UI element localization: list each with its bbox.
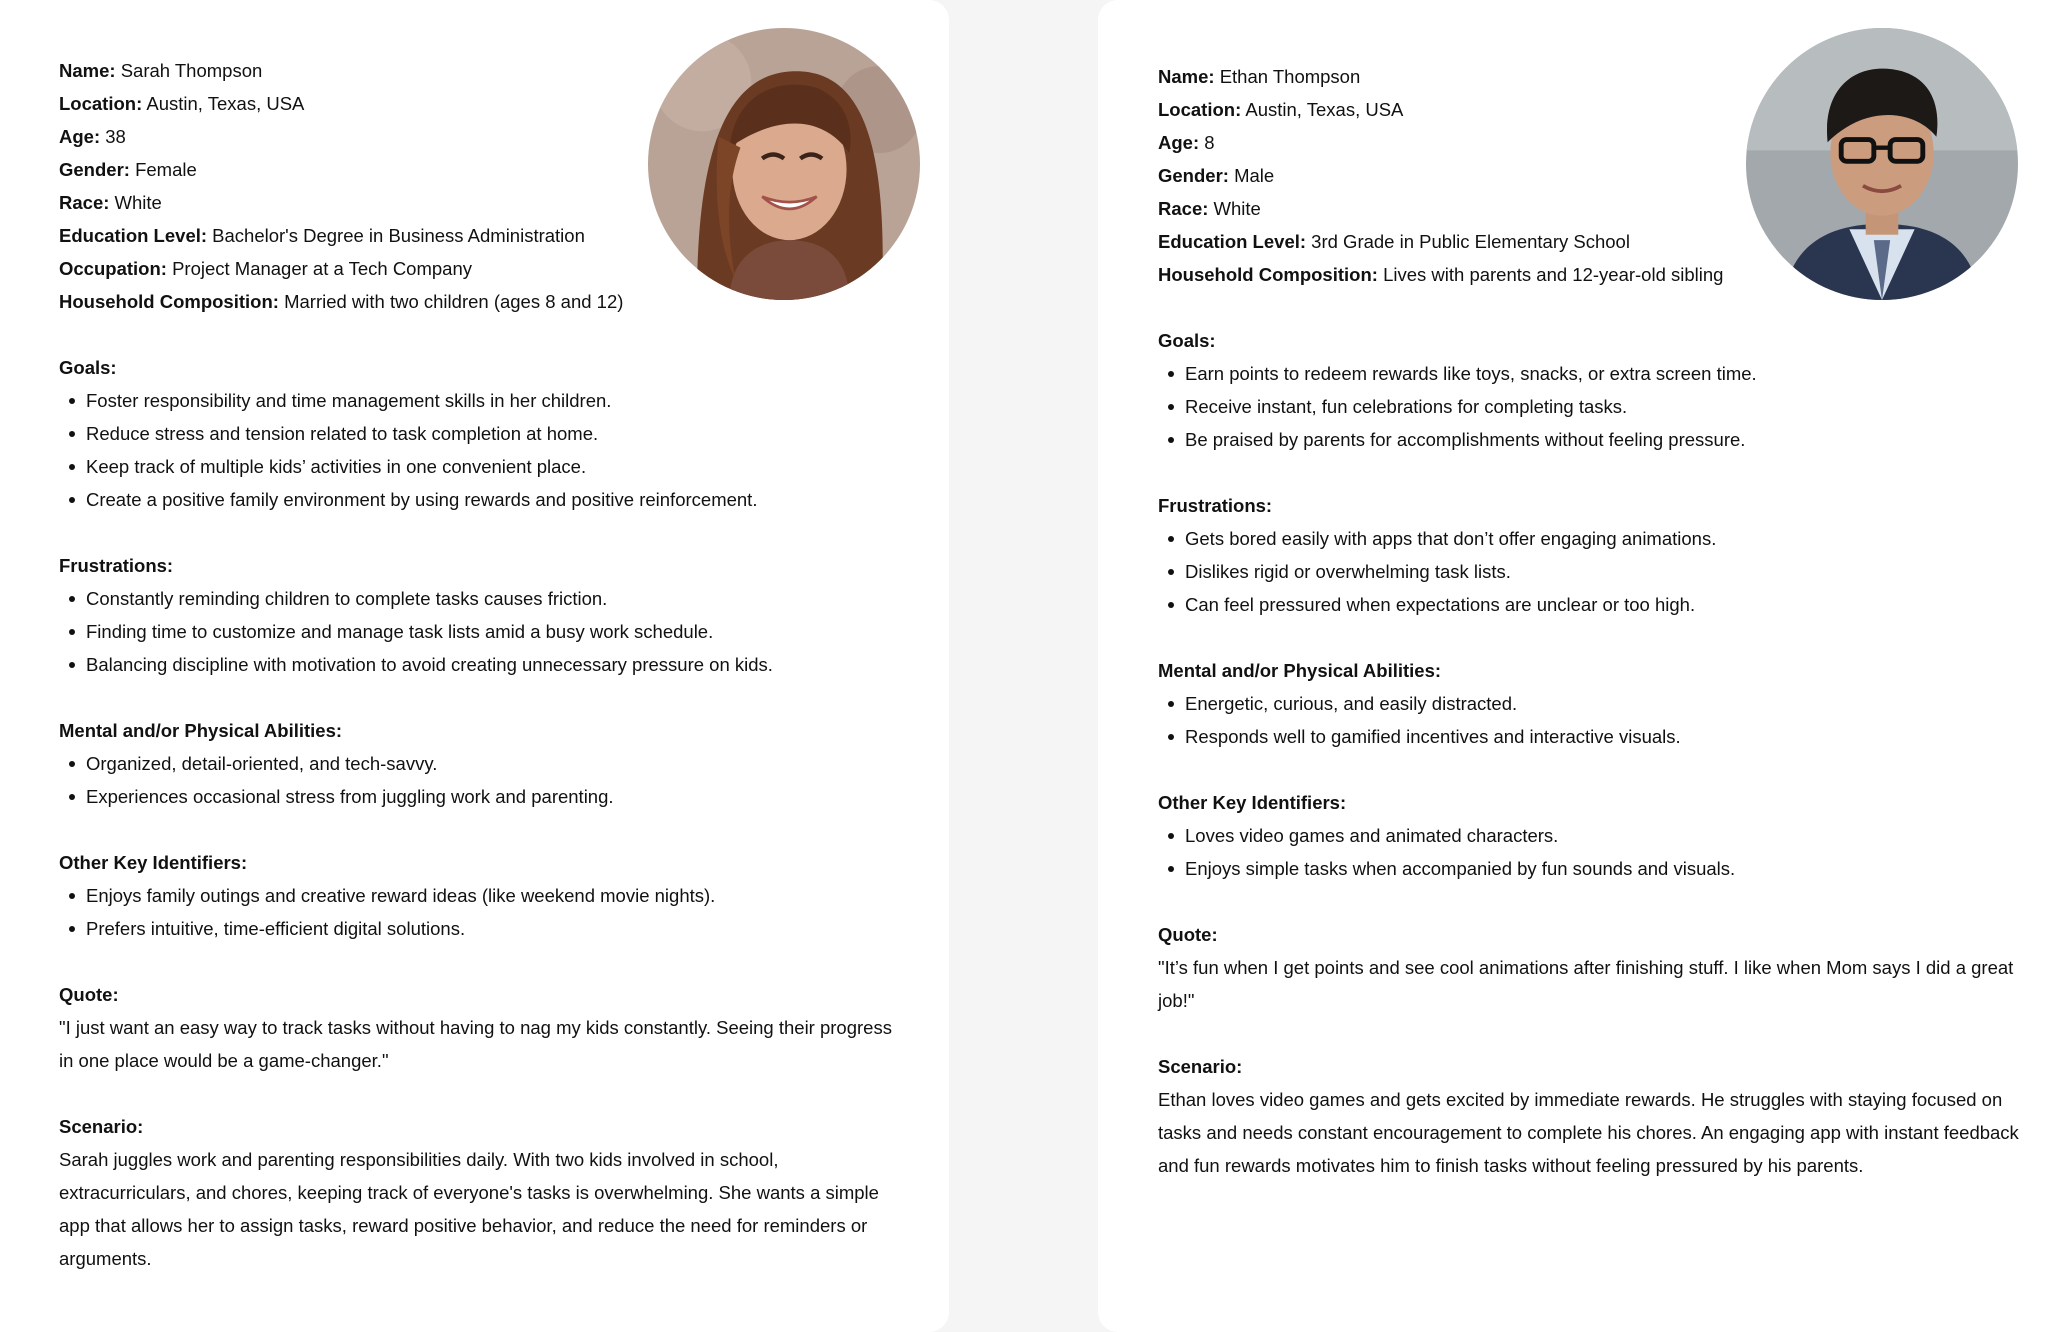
profile-label: Household Composition: — [1158, 264, 1378, 285]
goals-section — [59, 351, 899, 516]
quote-section — [59, 978, 899, 1077]
profile-value: Female — [135, 159, 197, 180]
profile-row — [59, 186, 899, 219]
profile-label: Age: — [1158, 132, 1200, 153]
persona-card-ethan — [1098, 0, 2048, 1332]
list-item: Prefers intuitive, time-efficient digital solutions. — [59, 912, 899, 945]
section-title: Quote: — [59, 984, 119, 1005]
quote-text: "I just want an easy way to track tasks without having to nag my kids constantly. Seeing their progress in one place would be a game-changer." — [59, 1017, 892, 1071]
list-item: Energetic, curious, and easily distracted. — [1158, 687, 2048, 720]
section-title: Scenario: — [1158, 1056, 1243, 1077]
list-item: Gets bored easily with apps that don’t offer engaging animations. — [1158, 522, 2048, 555]
scenario-section — [59, 1110, 899, 1275]
profile-row — [59, 87, 899, 120]
identifiers-section — [1158, 786, 2048, 885]
profile-value: Male — [1234, 165, 1275, 186]
abilities-section — [1158, 654, 2048, 753]
frustrations-list — [59, 582, 899, 681]
section-title: Scenario: — [59, 1116, 144, 1137]
persona-card-sarah — [0, 0, 949, 1332]
profile-list — [59, 54, 899, 318]
goals-list — [1158, 357, 2048, 456]
profile-value: Married with two children (ages 8 and 12) — [284, 291, 624, 312]
persona-details — [1158, 60, 2048, 1182]
profile-row — [59, 120, 899, 153]
profile-value: Lives with parents and 12-year-old sibling — [1383, 264, 1724, 285]
abilities-list — [1158, 687, 2048, 753]
profile-row — [59, 219, 899, 252]
profile-label: Age: — [59, 126, 101, 147]
frustrations-list — [1158, 522, 2048, 621]
scenario-text: Ethan loves video games and gets excited by immediate rewards. He struggles with staying focused on tasks and needs constant encouragement to complete his chores. An engaging app with instant feedback and fun rewards motivates him to finish tasks without feeling pressured by his parents. — [1158, 1089, 2019, 1176]
frustrations-section — [59, 549, 899, 681]
profile-value: 3rd Grade in Public Elementary School — [1311, 231, 1630, 252]
abilities-section — [59, 714, 899, 813]
list-item: Earn points to redeem rewards like toys, snacks, or extra screen time. — [1158, 357, 2048, 390]
profile-row — [1158, 126, 2048, 159]
profile-row — [59, 153, 899, 186]
list-item: Constantly reminding children to complete tasks causes friction. — [59, 582, 899, 615]
list-item: Keep track of multiple kids’ activities in one convenient place. — [59, 450, 899, 483]
list-item: Enjoys simple tasks when accompanied by fun sounds and visuals. — [1158, 852, 2048, 885]
profile-label: Gender: — [1158, 165, 1229, 186]
profile-label: Name: — [1158, 66, 1215, 87]
list-item: Finding time to customize and manage task lists amid a busy work schedule. — [59, 615, 899, 648]
profile-row — [1158, 159, 2048, 192]
section-title: Mental and/or Physical Abilities: — [59, 720, 343, 741]
profile-value: Ethan Thompson — [1219, 66, 1361, 87]
identifiers-section — [59, 846, 899, 945]
list-item: Organized, detail-oriented, and tech-savvy. — [59, 747, 899, 780]
goals-list — [59, 384, 899, 516]
profile-row — [1158, 192, 2048, 225]
list-item: Create a positive family environment by using rewards and positive reinforcement. — [59, 483, 899, 516]
identifiers-list — [1158, 819, 2048, 885]
profile-value: Austin, Texas, USA — [146, 93, 305, 114]
profile-value: Bachelor's Degree in Business Administration — [212, 225, 585, 246]
profile-value: White — [1213, 198, 1261, 219]
profile-label: Education Level: — [1158, 231, 1307, 252]
profile-label: Race: — [59, 192, 110, 213]
profile-value: 38 — [105, 126, 126, 147]
profile-label: Household Composition: — [59, 291, 279, 312]
profile-label: Education Level: — [59, 225, 208, 246]
profile-list — [1158, 60, 2048, 291]
abilities-list — [59, 747, 899, 813]
section-title: Frustrations: — [59, 555, 174, 576]
profile-value: Austin, Texas, USA — [1245, 99, 1404, 120]
profile-row — [1158, 258, 2048, 291]
persona-details — [59, 54, 899, 1275]
list-item: Receive instant, fun celebrations for completing tasks. — [1158, 390, 2048, 423]
section-title: Goals: — [59, 357, 117, 378]
list-item: Reduce stress and tension related to task completion at home. — [59, 417, 899, 450]
list-item: Balancing discipline with motivation to avoid creating unnecessary pressure on kids. — [59, 648, 899, 681]
profile-label: Location: — [59, 93, 143, 114]
scenario-section — [1158, 1050, 2048, 1182]
profile-value: Project Manager at a Tech Company — [172, 258, 472, 279]
section-title: Mental and/or Physical Abilities: — [1158, 660, 1442, 681]
profile-label: Occupation: — [59, 258, 167, 279]
goals-section — [1158, 324, 2048, 456]
list-item: Experiences occasional stress from juggling work and parenting. — [59, 780, 899, 813]
profile-label: Race: — [1158, 198, 1209, 219]
section-title: Other Key Identifiers: — [59, 852, 248, 873]
section-title: Frustrations: — [1158, 495, 1273, 516]
profile-row — [59, 285, 899, 318]
profile-label: Name: — [59, 60, 116, 81]
profile-value: White — [114, 192, 162, 213]
list-item: Be praised by parents for accomplishments without feeling pressure. — [1158, 423, 2048, 456]
profile-value: 8 — [1204, 132, 1215, 153]
scenario-text: Sarah juggles work and parenting responsibilities daily. With two kids involved in school, extracurriculars, and chores, keeping track of everyone's tasks is overwhelming. She wants a simple app that allows her to assign tasks, reward positive behavior, and reduce the need for reminders or arguments. — [59, 1149, 879, 1269]
profile-row — [59, 54, 899, 87]
list-item: Responds well to gamified incentives and interactive visuals. — [1158, 720, 2048, 753]
profile-row — [59, 252, 899, 285]
identifiers-list — [59, 879, 899, 945]
profile-label: Gender: — [59, 159, 130, 180]
section-title: Other Key Identifiers: — [1158, 792, 1347, 813]
list-item: Foster responsibility and time management skills in her children. — [59, 384, 899, 417]
profile-value: Sarah Thompson — [120, 60, 263, 81]
profile-row — [1158, 225, 2048, 258]
profile-row — [1158, 60, 2048, 93]
quote-text: "It’s fun when I get points and see cool animations after finishing stuff. I like when Mom says I did a great job!" — [1158, 957, 2014, 1011]
profile-row — [1158, 93, 2048, 126]
section-title: Goals: — [1158, 330, 1216, 351]
quote-section — [1158, 918, 2048, 1017]
section-title: Quote: — [1158, 924, 1218, 945]
list-item: Can feel pressured when expectations are unclear or too high. — [1158, 588, 2048, 621]
list-item: Enjoys family outings and creative reward ideas (like weekend movie nights). — [59, 879, 899, 912]
list-item: Loves video games and animated characters. — [1158, 819, 2048, 852]
profile-label: Location: — [1158, 99, 1242, 120]
frustrations-section — [1158, 489, 2048, 621]
list-item: Dislikes rigid or overwhelming task lists. — [1158, 555, 2048, 588]
